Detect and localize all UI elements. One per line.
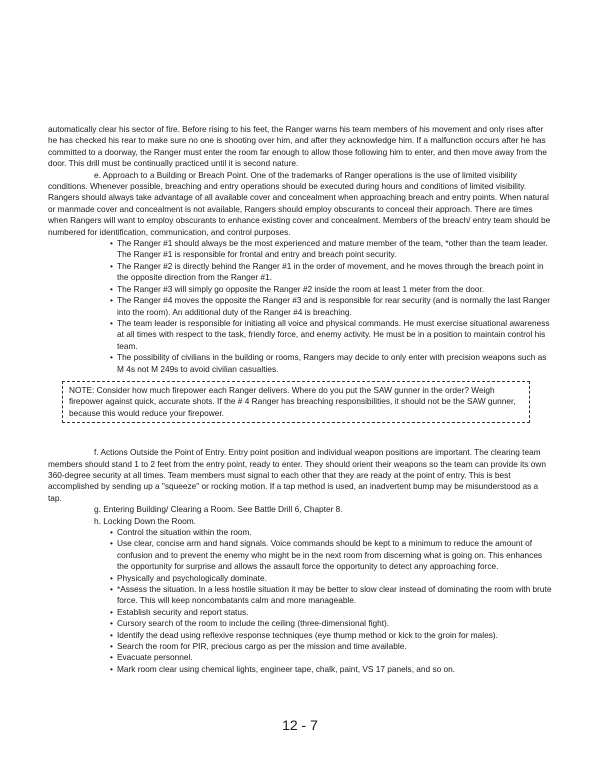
section-g-heading: g. Entering Building/ Clearing a Room. [94,504,236,515]
list-item: • The Ranger #4 moves the opposite the Ranger #3 and is responsible for rear security (and is normally the last Ranger into the room). An additional duty of the Ranger #4 is breaching. [110,295,554,318]
section-e-bullet-list [48,238,554,375]
list-item: • Evacuate personnel. [110,652,554,663]
spacer [48,429,554,447]
intro-paragraph: automatically clear his sector of fire. Before rising to his feet, the Ranger warns his team members of his movement and only rises after he has checked his rear to make sure no one is shooting over him, and after they acknowledge him. If a malfunction occurs after he has committed to a doorway, the Ranger must enter the room far enough to allow those following him to enter, and then move away from the door. This drill must be continually practiced until it is second nature. [48,124,547,169]
list-item: • *Assess the situation. In a less hostile situation it may be better to slow clear instead of dominating the room with brute force. This will keep noncombatants calm and more manageable. [110,584,554,607]
list-item: • The Ranger #3 will simply go opposite the Ranger #2 inside the room at least 1 meter from the door. [110,284,554,295]
list-item: • Physically and psychologically dominate. [110,573,554,584]
list-item: • Establish security and report status. [110,607,554,618]
list-item: • Control the situation within the room. [110,527,554,538]
section-f-paragraph [48,447,554,504]
section-f-text: Entry point position and individual weapon positions are important. The clearing team members should stand 1 to 2 feet from the entry point, ready to enter. They should orient their weapons so the team can provide its own 360-degree security at all times. Team members must signal to each other that they are ready at the point of entry. This is best accomplished by sending up a "squeeze" or rocking motion. If a tap method is used, an inadvertent bump may be misunderstood as a tap. [48,447,546,503]
list-item: • Search the room for PIR, precious cargo as per the mission and time available. [110,641,554,652]
list-item: • Mark room clear using chemical lights, engineer tape, chalk, paint, VS 17 panels, and so on. [110,664,554,675]
section-h-bullet-list [48,527,554,675]
note-text: NOTE: Consider how much firepower each Ranger delivers. Where do you put the SAW gunner in the order? Weigh firepower against quick, accurate shots. If the # 4 Ranger has breaching responsibilities, it should not be the SAW gunner, because this would reduce your firepower. [69,384,516,418]
list-item: • The team leader is responsible for initiating all voice and physical commands. He must exercise situational awareness at all times with respect to the task, friendly force, and enemy activity. He must be in a position to maintain control his team. [110,318,554,352]
section-g-paragraph [48,504,554,515]
section-e-text: One of the trademarks of Ranger operations is the use of limited visibility conditions. Whenever possible, breaching and entry operations should be executed during hours and conditions of limited visibility. Rangers should always take advantage of all available cover and concealment when approaching breach and entry points. When natural or manmade cover and concealment is not available, Rangers should employ obscurants to conceal their approach. There are times when Rangers will want to employ obscurants to enhance existing cover and concealment. Members of the breach/ entry team should be numbered for identification, communication, and control purposes. [48,169,551,237]
list-item: • The possibility of civilians in the building or rooms, Rangers may decide to only enter with precision weapons such as M 4s not M 249s to avoid civilian casualties. [110,352,554,375]
section-e-heading: e. Approach to a Building or Breach Point. [94,169,249,180]
page-body [48,124,554,675]
section-e-paragraph [48,170,554,238]
section-g-text: See Battle Drill 6, Chapter 8. [235,504,343,515]
section-h-heading: h. Locking Down the Room. [94,515,196,526]
list-item: • Use clear, concise arm and hand signals. Voice commands should be kept to a minimum to reduce the amount of confusion and to prevent the enemy who might be in the next room from discerning what is going on. This enhances the opportunity for surprise and allows the assault force the opportunity to detect any approaching force. [110,538,554,572]
page-number: 12 - 7 [282,717,318,733]
section-f-heading: f. Actions Outside the Point of Entry. [94,447,227,458]
list-item: • The Ranger #1 should always be the most experienced and mature member of the team, *other than the team leader. The Ranger #1 is responsible for frontal and entry and breach point security. [110,238,554,261]
list-item: • Identify the dead using reflexive response techniques (eye thump method or kick to the groin for males). [110,630,554,641]
list-item: • Cursory search of the room to include the ceiling (three-dimensional fight). [110,618,554,629]
list-item: • The Ranger #2 is directly behind the Ranger #1 in the order of movement, and he moves through the breach point in the opposite direction from the Ranger #1. [110,261,554,284]
note-box [62,381,530,423]
